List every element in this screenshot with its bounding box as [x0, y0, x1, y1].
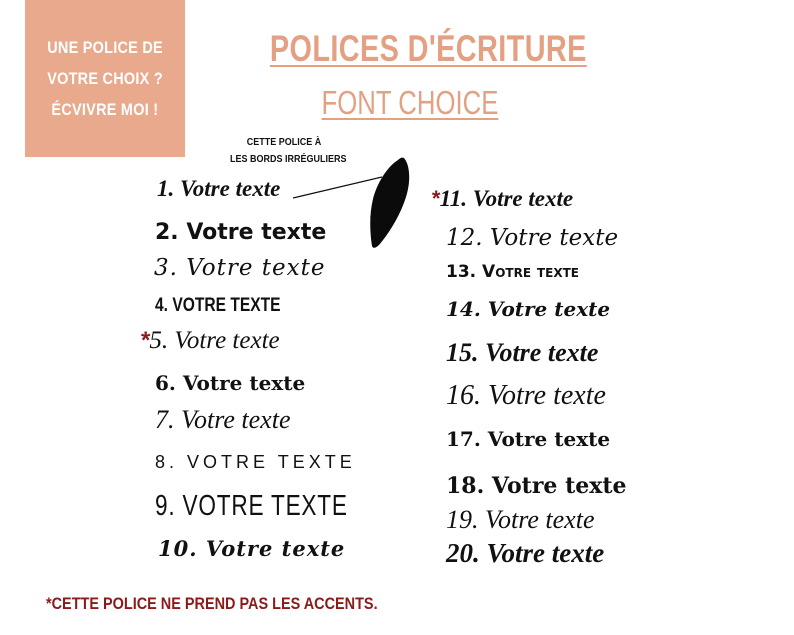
font-sample-5 [140, 327, 280, 355]
callout-line-2: LES BORDS IRRÉGULIERS [230, 154, 347, 165]
font-sample-17: 17. Votre texte [446, 427, 611, 451]
badge-line-1: UNE POLICE DE [47, 38, 163, 57]
font-sample-14: 14. Votre texte [446, 297, 611, 321]
asterisk-marker: * [140, 327, 150, 354]
footer-note: *CETTE POLICE NE PREND PAS LES ACCENTS. [46, 594, 378, 613]
font-sample-16: 16. Votre texte [446, 380, 606, 411]
page-subtitle: FONT CHOICE [321, 84, 499, 121]
font-sample-11 [431, 186, 573, 212]
font-sample-10: 10. Votre texte [158, 536, 346, 561]
callout-line-1: CETTE POLICE À [246, 137, 322, 148]
font-sample-20: 20. Votre texte [446, 538, 605, 568]
font-sample-13: 13. Votre texte [446, 262, 579, 282]
font-sample-1: 1. Votre texte [157, 176, 281, 201]
promo-badge [25, 0, 185, 157]
font-sample-5-text: 5. Votre texte [149, 327, 280, 354]
font-sample-15: 15. Votre texte [446, 338, 599, 367]
font-sample-18: 18. Votre texte [446, 473, 627, 499]
font-sample-12: 12. Votre texte [446, 225, 619, 251]
asterisk-marker: * [431, 186, 440, 211]
font-sample-19: 19. Votre texte [446, 505, 595, 534]
page-title: POLICES D'ÉCRITURE [269, 28, 587, 69]
font-sample-8: 8. VOTRE TEXTE [155, 452, 356, 472]
badge-line-2: VOTRE CHOIX ? [47, 69, 163, 88]
font-sample-7: 7. Votre texte [155, 405, 291, 434]
font-sample-6: 6. Votre texte [155, 371, 306, 395]
font-sample-11-text: 11. Votre texte [439, 186, 574, 211]
badge-line-3: ÉCVIVRE MOI ! [51, 100, 159, 119]
callout-pointer-line [293, 177, 382, 198]
font-sample-4: 4. VOTRE TEXTE [155, 295, 281, 316]
font-sample-9: 9. VOTRE TEXTE [155, 490, 348, 522]
font-sample-3: 3. Votre texte [154, 255, 326, 281]
font-sample-2: 2. Votre texte [155, 220, 327, 245]
